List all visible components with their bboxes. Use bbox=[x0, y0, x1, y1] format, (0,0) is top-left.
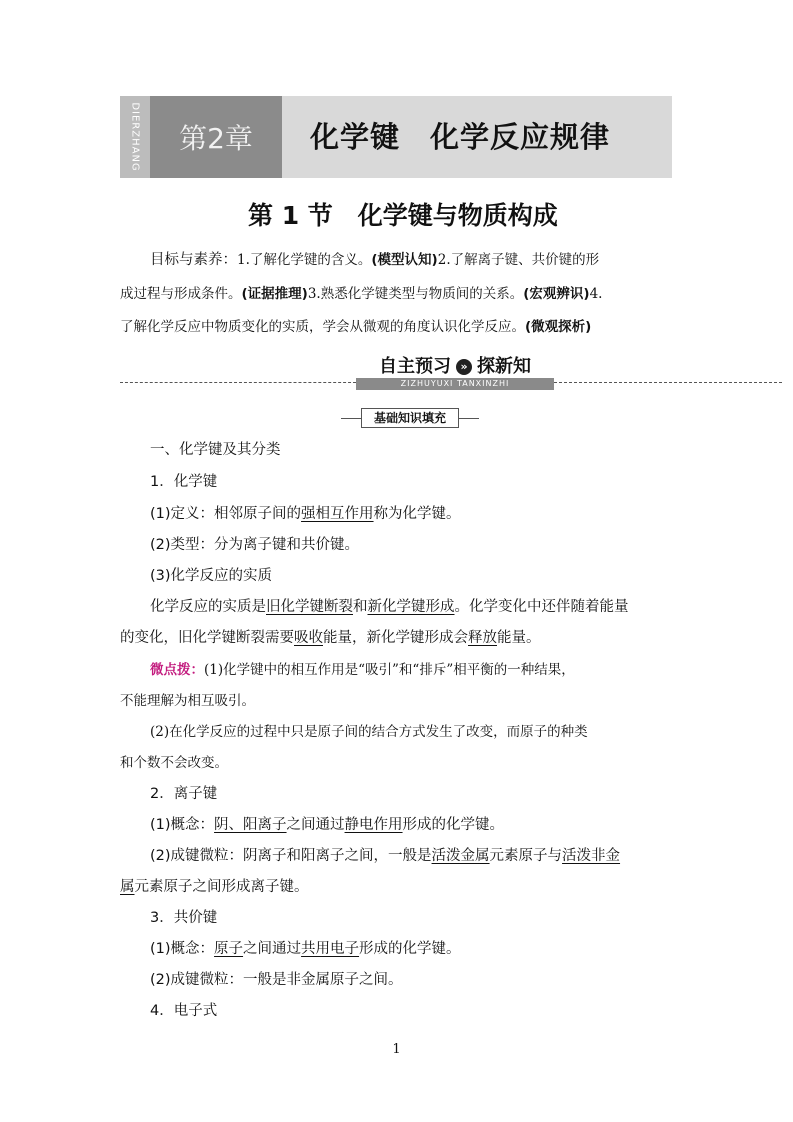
divider-left bbox=[120, 382, 356, 383]
heading-chemical-bond: 1．化学键 bbox=[150, 474, 218, 490]
text-run: 2.了解离子键、共价键的形 bbox=[437, 252, 600, 268]
underlined-answer: 活泼金属 bbox=[431, 848, 490, 864]
goals-line-3 bbox=[120, 311, 673, 343]
chapter-number-box bbox=[150, 96, 282, 178]
ionic-particles-text-2 bbox=[120, 879, 309, 895]
definition-line bbox=[120, 498, 673, 530]
heading-chemical-bond-classification: 一、化学键及其分类 bbox=[150, 442, 281, 458]
ionic-particles-line-2 bbox=[120, 871, 673, 903]
underlined-answer: 新化学键形成 bbox=[367, 599, 455, 615]
bold-tag: (宏观辨识) bbox=[523, 286, 590, 302]
chapter-banner bbox=[120, 96, 672, 178]
chapter-side-strip bbox=[120, 96, 150, 178]
underlined-answer: 旧化学键断裂 bbox=[266, 599, 353, 615]
tip-line-1 bbox=[120, 654, 673, 686]
covalent-concept-text bbox=[150, 941, 461, 957]
text-run: 形成的化学键。 bbox=[402, 817, 505, 833]
essence-text-1 bbox=[150, 599, 629, 615]
goals-label: 目标与素养： bbox=[150, 252, 237, 268]
preview-right-text: 探新知 bbox=[477, 356, 531, 377]
tip-1-text: (1)化学键中的相互作用是“吸引”和“排斥”相平衡的一种结果， bbox=[204, 662, 575, 678]
text-run: (1)概念： bbox=[150, 817, 215, 833]
double-arrow-icon: » bbox=[456, 359, 472, 375]
text-run: (1)定义：相邻原子间的 bbox=[150, 506, 302, 522]
section-title: 第 1 节 化学键与物质构成 bbox=[248, 201, 558, 230]
text-run: 。化学变化中还伴随着能量 bbox=[454, 599, 629, 615]
chapter-pinyin: DIERZHANG bbox=[129, 102, 141, 172]
tip-line-2: 不能理解为相互吸引。 bbox=[120, 693, 255, 709]
text-run: 化学反应的实质是 bbox=[150, 599, 266, 615]
text-run: 称为化学键。 bbox=[373, 506, 461, 522]
tag-label: 基础知识填充 bbox=[361, 408, 459, 428]
tip-line-3: (2)在化学反应的过程中只是原子间的结合方式发生了改变，而原子的种类 bbox=[150, 724, 588, 740]
tip-line-4: 和个数不会改变。 bbox=[120, 755, 228, 771]
essence-text-2 bbox=[120, 630, 541, 646]
bold-tag: (微观探析) bbox=[525, 319, 592, 335]
essence-line-2 bbox=[120, 622, 673, 654]
underlined-answer: 原子 bbox=[214, 941, 244, 957]
goals-line-3-text bbox=[120, 319, 591, 335]
page-number: 1 bbox=[392, 1042, 401, 1057]
underlined-answer: 吸收 bbox=[294, 630, 323, 646]
underlined-answer: 共用电子 bbox=[301, 941, 360, 957]
text-run: 了解化学反应中物质变化的实质，学会从微观的角度认识化学反应。 bbox=[120, 319, 525, 335]
text-run: 形成的化学键。 bbox=[359, 941, 461, 957]
heading-ionic-bond: 2．离子键 bbox=[150, 786, 218, 802]
text-run: 之间通过 bbox=[243, 941, 302, 957]
ionic-particles-line-1 bbox=[120, 840, 673, 872]
ionic-particles-text-1 bbox=[150, 848, 620, 864]
preview-banner bbox=[356, 352, 554, 388]
text-run: (2)成键微粒：阴离子和阳离子之间，一般是 bbox=[150, 848, 432, 864]
underlined-answer: 活泼非金 bbox=[562, 848, 621, 864]
goals-line-2-text bbox=[120, 286, 602, 302]
covalent-particles-line: (2)成键微粒：一般是非金属原子之间。 bbox=[150, 972, 403, 988]
bold-tag: (模型认知) bbox=[371, 252, 438, 268]
heading-covalent-bond: 3．共价键 bbox=[150, 910, 218, 926]
preview-pinyin: ZIZHUYUXI TANXINZHI bbox=[356, 378, 554, 390]
goals-line-1-text bbox=[237, 252, 599, 268]
ionic-concept-line bbox=[120, 809, 673, 841]
covalent-concept-line bbox=[120, 933, 673, 965]
text-run: 能量，新化学键形成会 bbox=[323, 630, 468, 646]
text-run: 的变化，旧化学键断裂需要 bbox=[120, 630, 294, 646]
underlined-answer: 静电作用 bbox=[344, 817, 403, 833]
essence-line-1 bbox=[120, 591, 673, 623]
divider-right bbox=[554, 382, 782, 383]
tip-label: 微点拨： bbox=[150, 662, 204, 678]
underlined-answer: 阴、阳离子 bbox=[214, 817, 287, 833]
underlined-answer: 属 bbox=[120, 879, 135, 895]
heading-electron-formula: 4．电子式 bbox=[150, 1003, 218, 1019]
chapter-title: 化学键 化学反应规律 bbox=[310, 120, 611, 154]
text-run: 3.熟悉化学键类型与物质间的关系。 bbox=[307, 286, 524, 302]
text-run: 和 bbox=[353, 599, 368, 615]
text-run: 元素原子与 bbox=[489, 848, 563, 864]
bold-tag: (证据推理) bbox=[241, 286, 308, 302]
text-run: 之间通过 bbox=[286, 817, 345, 833]
text-run: 4. bbox=[589, 286, 603, 302]
text-run: (1)概念： bbox=[150, 941, 215, 957]
types-line: (2)类型：分为离子键和共价键。 bbox=[150, 537, 360, 553]
underlined-answer: 强相互作用 bbox=[301, 506, 374, 522]
text-run: 1.了解化学键的含义。 bbox=[237, 252, 372, 268]
text-run: 成过程与形成条件。 bbox=[120, 286, 242, 302]
definition-text bbox=[150, 506, 461, 522]
preview-left-text: 自主预习 bbox=[379, 356, 451, 377]
text-run: 能量。 bbox=[497, 630, 541, 646]
ionic-concept-text bbox=[150, 817, 504, 833]
goals-line-1 bbox=[150, 244, 703, 276]
essence-heading: (3)化学反应的实质 bbox=[150, 568, 273, 584]
underlined-answer: 释放 bbox=[468, 630, 497, 646]
goals-line-2 bbox=[120, 278, 673, 310]
basic-knowledge-tag bbox=[341, 408, 479, 428]
preview-banner-title bbox=[356, 352, 554, 381]
text-run: 元素原子之间形成离子键。 bbox=[134, 879, 309, 895]
chapter-label: 第2章 bbox=[179, 122, 253, 155]
